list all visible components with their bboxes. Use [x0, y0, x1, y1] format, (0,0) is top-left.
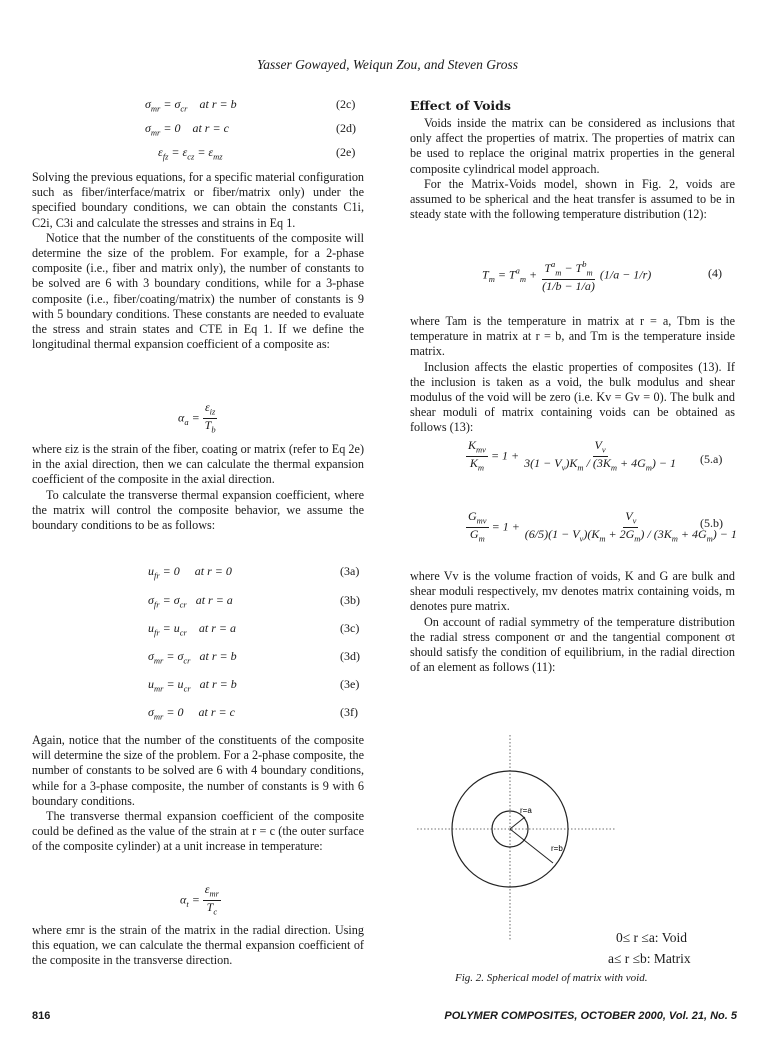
equation-alpha-a: $\alpha_a$ = $\frac{\varepsilon_{iz}}{T_b}$ [178, 400, 216, 435]
equation-2d: $\sigma_{mr} = 0$ at r = c [145, 121, 229, 138]
equation-3b: $\sigma_{fr} = \sigma_{cr}$ at r = a [148, 593, 233, 610]
equation-5a: $\frac{K_{mv}}{K_m}$ = 1 + $\frac{V_v}{3(1 - V_v)K_m / (3K_m + 4G_m) - 1}$ [468, 438, 676, 473]
equation-number: (4) [708, 266, 722, 280]
label-r-b: r=b [551, 844, 563, 853]
equation-number: (3d) [340, 649, 360, 663]
paragraph: where Tam is the temperature in matrix at r = a, Tbm is the temperature in matrix at r = b, and Tm is the temperature inside matrix. [410, 314, 735, 359]
legend-matrix: a≤ r ≤b: Matrix [608, 951, 691, 966]
equation-number: (5.a) [700, 452, 723, 466]
equation-3e: $u_{mr} = u_{cr}$ at r = b [148, 677, 237, 694]
journal-footer: POLYMER COMPOSITES, OCTOBER 2000, Vol. 21, No. 5 [444, 1010, 737, 1022]
equation-4: $T_m = T^a_m$ + $\frac{T^a_m - T^b_m}{(1/b - 1/a)}$ (1/a − 1/r) [482, 259, 652, 294]
paragraph: where Vv is the volume fraction of voids, K and G are bulk and shear moduli respectively, mv denotes matrix containing voids, m denotes pure matrix. [410, 569, 735, 614]
paragraph: To calculate the transverse thermal expansion coefficient, where the matrix will control the composite behavior, we assume the boundary conditions to be as follows: [32, 487, 364, 533]
spherical-model-figure [405, 725, 625, 945]
equation-alpha-t: $\alpha_t$ = $\frac{\varepsilon_{mr}}{T_c}$ [180, 882, 219, 917]
equation-5b: $\frac{G_{mv}}{G_m}$ = 1 + $\frac{V_v}{(6/5)(1 - V_v)(K_m + 2G_m) / (3K_m + 4G_m) - 1}$ [468, 509, 737, 544]
equation-number: (3f) [340, 705, 358, 719]
equation-3f: $\sigma_{mr} = 0$ at r = c [148, 705, 235, 722]
radius-a [510, 817, 525, 829]
paragraph: Voids inside the matrix can be considered as inclusions that only affect the properties of matrix. The properties of matrix can be used to replace the original matrix properties in the general composite cylindrical model approach. [410, 116, 735, 176]
paragraph: where εmr is the strain of the matrix in the radial direction. Using this equation, we can calculate the thermal expansion coefficient of the composite in the transverse direction. [32, 923, 364, 968]
equation-number: (3a) [340, 564, 360, 578]
page-number: 816 [32, 1010, 51, 1022]
equation-2e: $\varepsilon_{fz} = \varepsilon_{cz} = \varepsilon_{mz}$ [158, 145, 223, 162]
equation-2c: $\sigma_{mr} = \sigma_{cr}$ at r = b [145, 97, 237, 114]
equation-3c: $u_{fr} = u_{cr}$ at r = a [148, 621, 236, 638]
paragraph: On account of radial symmetry of the temperature distribution the radial stress component σr and the tangential component σt should satisfy the condition of equilibrium, in the radial direction of an element as follows (11): [410, 614, 735, 675]
paragraph: For the Matrix-Voids model, shown in Fig. 2, voids are assumed to be spherical and the heat transfer is assumed to be in steady state with the following temperature distribution (12): [410, 176, 735, 222]
paragraph: Again, notice that the number of the constituents of the composite will determine the size of the problem. For a 2-phase composite, the number of constants to be solved are 6 with 4 boundary conditions, while for a 3-phase composite, the number of constants is 9 with 6 boundary conditions. [32, 733, 365, 808]
legend-void: 0≤ r ≤a: Void [616, 930, 687, 945]
equation-number: (2c) [336, 97, 356, 111]
label-r-a: r=a [520, 806, 532, 815]
paragraph: Notice that the number of the constituents of the composite will determine the size of the problem. For example, for a 2-phase composite (i.e., fiber and matrix only), the number of constants to be solved are 6 with 3 boundary conditions, while for a 3-phase composite (i.e., fiber/coating/matrix) the number of constants is 9 with 5 boundary conditions. These constants are needed to evaluate the stress and strain states and CTE in Eq 1. If we define the longitudinal thermal expansion coefficient of a composite as: [32, 230, 364, 352]
figure-caption: Fig. 2. Spherical model of matrix with void. [455, 972, 648, 984]
running-header: Yasser Gowayed, Weiqun Zou, and Steven Gross [256, 57, 518, 72]
equation-number: (5.b) [700, 516, 723, 530]
paragraph: The transverse thermal expansion coefficient of the composite could be defined as the value of the strain at r = c (the outer surface of the composite cylinder) at a unit increase in temperature: [32, 809, 364, 854]
section-heading: Effect of Voids [410, 98, 511, 113]
equation-number: (2d) [336, 121, 356, 135]
equation-3a: $u_{fr} = 0$ at r = 0 [148, 564, 232, 581]
paragraph: Solving the previous equations, for a specific material configuration such as fiber/interface/matrix or fiber/matrix only) under the specified boundary conditions, we can obtain the constants C1i, C2i, C3i and calculate the stresses and strains in Eq 1. [32, 170, 365, 230]
equation-3d: $\sigma_{mr} = \sigma_{cr}$ at r = b [148, 649, 237, 666]
paragraph: Inclusion affects the elastic properties of composites (13). If the inclusion is taken as a void, the bulk modulus and shear modulus of the void will be zero (i.e. Kv = Gv = 0). The bulk and shear moduli of matrix containing voids can be obtained as follows (13): [410, 359, 735, 435]
equation-number: (3e) [340, 677, 360, 691]
equation-number: (3b) [340, 593, 360, 607]
equation-number: (3c) [340, 621, 360, 635]
equation-number: (2e) [336, 145, 356, 159]
paragraph: where εiz is the strain of the fiber, coating or matrix (refer to Eq 2e) in the axial direction, then we can calculate the thermal expansion coefficient of the composite in the axial direction. [32, 442, 364, 487]
